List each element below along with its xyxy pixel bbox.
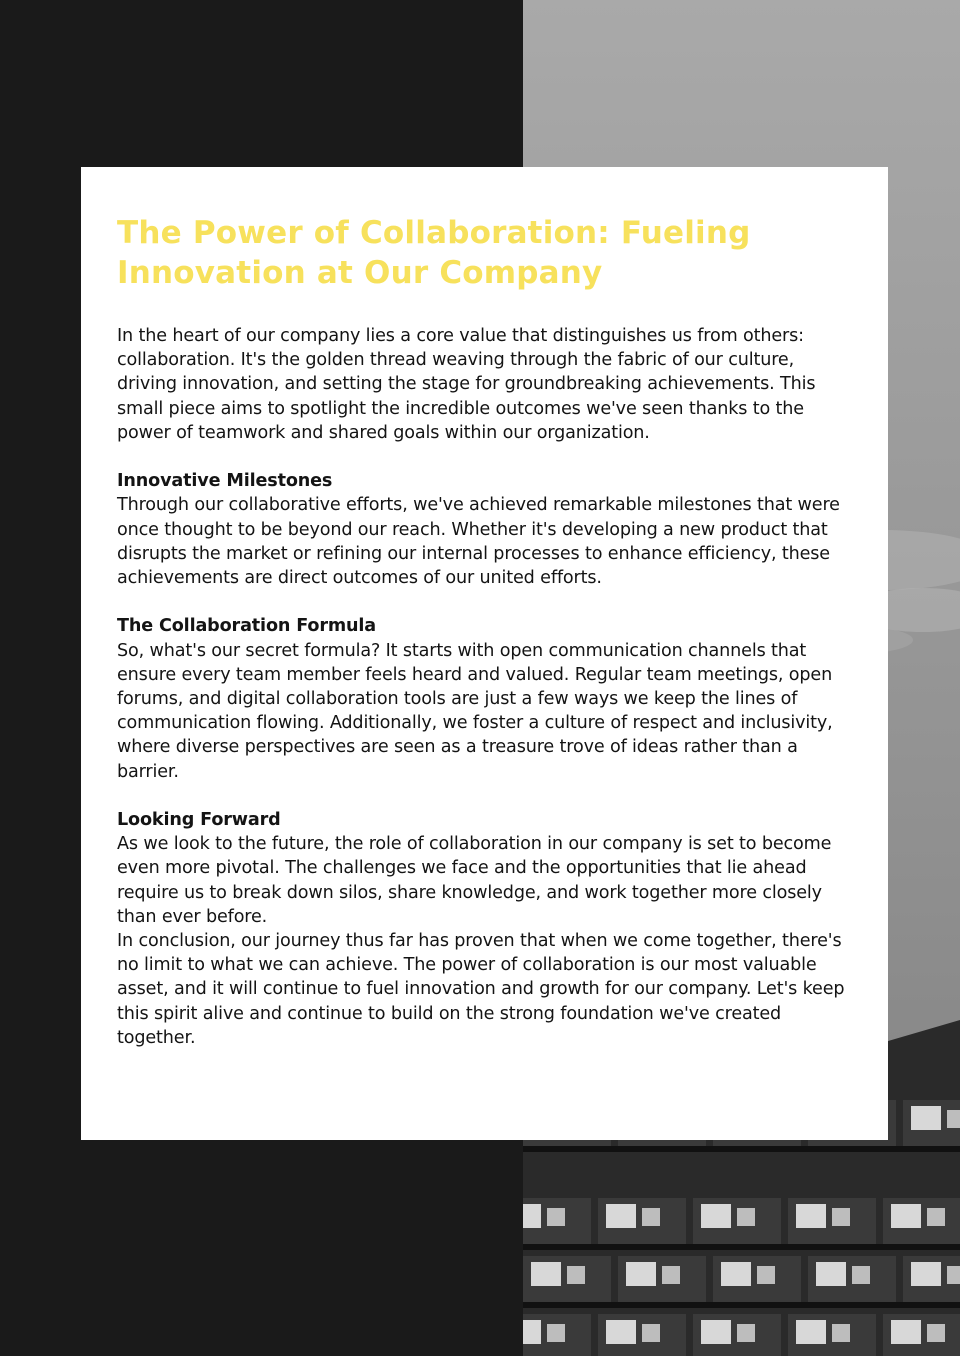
article-body	[117, 324, 847, 1050]
article-card	[81, 167, 888, 1140]
section-heading-collaboration-formula: The Collaboration Formula	[117, 616, 377, 637]
conclusion-paragraph: In conclusion, our journey thus far has proven that when we come together, there's no limit to what we can achieve. The power of collaboration is our most valuable asset, and it will continue to fuel innovation and growth for our company. Let's keep this spirit alive and continue to build on the strong foundation we've created together.	[117, 931, 845, 1048]
article-title: The Power of Collaboration: Fueling Innovation at Our Company	[117, 215, 751, 291]
section-heading-innovative-milestones: Innovative Milestones	[117, 471, 333, 492]
paragraph-gap	[117, 445, 847, 469]
paragraph-gap	[117, 590, 847, 614]
section-paragraph: So, what's our secret formula? It starts with open communication channels that ensure every team member feels heard and valued. Regular team meetings, open forums, and digital collaboration tools are just a few ways we keep the lines of communication flowing. Additionally, we foster a culture of respect and inclusivity, where diverse perspectives are seen as a treasure trove of ideas rather than a barrier.	[117, 640, 833, 782]
section-paragraph: Through our collaborative efforts, we've achieved remarkable milestones that were once thought to be beyond our reach. Whether it's developing a new product that disrupts the market or refining our internal processes to enhance efficiency, these achievements are direct outcomes of our united efforts.	[117, 495, 840, 589]
section-heading-looking-forward: Looking Forward	[117, 810, 281, 831]
paragraph-gap	[117, 784, 847, 808]
section-paragraph: As we look to the future, the role of collaboration in our company is set to become even more pivotal. The challenges we face and the opportunities that lie ahead require us to break down silos, share knowledge, and work together more closely than ever before.	[117, 834, 832, 927]
intro-paragraph: In the heart of our company lies a core value that distinguishes us from others: collaboration. It's the golden thread weaving through the fabric of our culture, driving innovation, and setting the stage for groundbreaking achievements. This small piece aims to spotlight the incredible outcomes we've seen thanks to the power of teamwork and shared goals within our organization.	[117, 326, 816, 443]
